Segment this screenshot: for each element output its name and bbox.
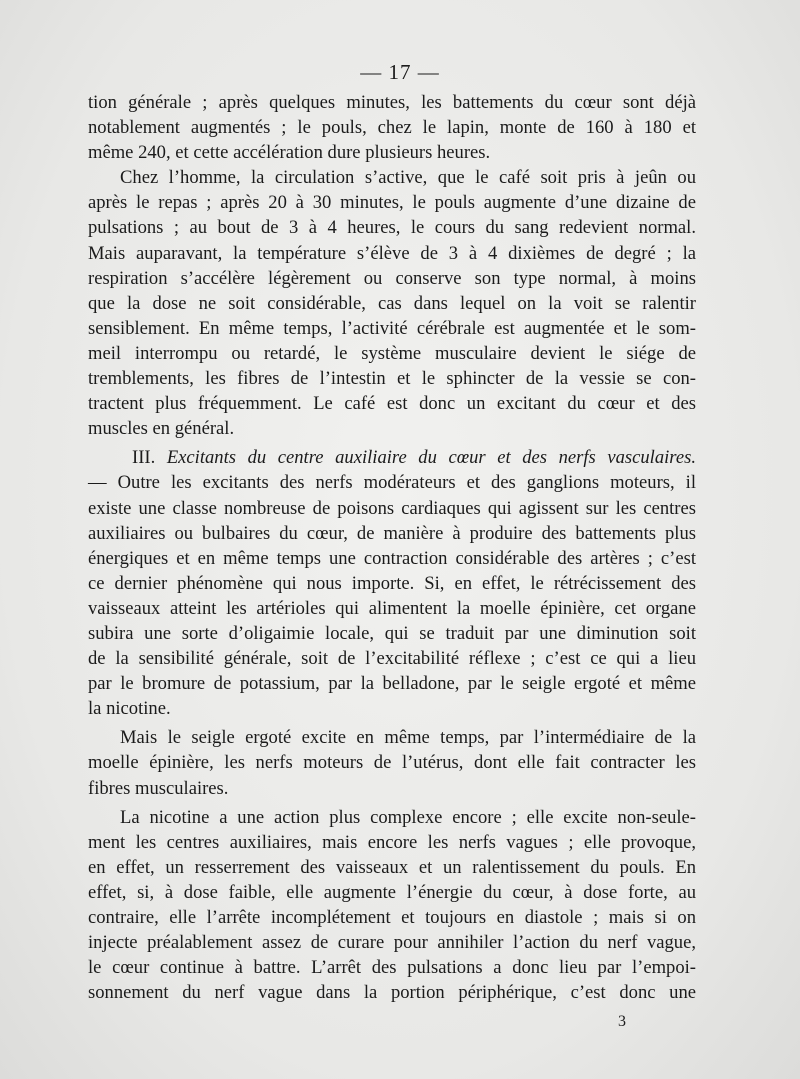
text-line: ment les centres auxiliaires, mais encore les nerfs vagues ; elle provoque, bbox=[88, 831, 696, 853]
text-line: sonnement du nerf vague dans la portion périphérique, c’est donc une bbox=[88, 982, 696, 1004]
text-line: la nicotine. bbox=[88, 698, 171, 720]
text-line: injecte préalablement assez de curare pour annihiler l’action du nerf vague, bbox=[88, 932, 696, 954]
text-line: le cœur continue à battre. L’arrêt des pulsations a donc lieu par l’empoi- bbox=[88, 957, 696, 979]
text-line: par le bromure de potassium, par la belladone, par le seigle ergoté et même bbox=[88, 673, 696, 695]
text-line: auxiliaires ou bulbaires du cœur, de manière à produire des battements plus bbox=[88, 522, 696, 544]
paragraph-1 bbox=[88, 90, 696, 165]
section-number: III. bbox=[132, 447, 167, 469]
text-line: pulsations ; au bout de 3 à 4 heures, le cours du sang redevient normal. bbox=[88, 217, 696, 239]
text-line: effet, si, à dose faible, elle augmente l’énergie du cœur, à dose forte, au bbox=[88, 881, 696, 903]
paragraph-5 bbox=[88, 805, 696, 1006]
text-line: tractent plus fréquemment. Le café est donc un excitant du cœur et des bbox=[88, 393, 696, 415]
text-line: même 240, et cette accélération dure plusieurs heures. bbox=[88, 142, 491, 164]
text-line: Mais auparavant, la température s’élève de 3 à 4 dixièmes de degré ; la bbox=[88, 242, 696, 264]
text-line: notablement augmentés ; le pouls, chez le lapin, monte de 160 à 180 et bbox=[88, 117, 696, 139]
text-line: tremblements, les fibres de l’intestin et le sphincter de la vessie se con- bbox=[88, 368, 696, 390]
text-line: Mais le seigle ergoté excite en même temps, par l’intermédiaire de la bbox=[120, 727, 696, 749]
text-line: meil interrompu ou retardé, le système musculaire devient le siége de bbox=[88, 342, 696, 364]
text-line: moelle épinière, les nerfs moteurs de l’utérus, dont elle fait contracter les bbox=[88, 752, 696, 774]
text-line: après le repas ; après 20 à 30 minutes, le pouls augmente d’une dizaine de bbox=[88, 192, 696, 214]
body-text bbox=[88, 90, 696, 1005]
text-line: fibres musculaires. bbox=[88, 777, 229, 799]
paragraph-4 bbox=[88, 725, 696, 800]
section-heading bbox=[88, 445, 696, 470]
printer-signature-mark: 3 bbox=[618, 1013, 626, 1030]
text-line: ce dernier phénomène qui nous importe. Si, en effet, le rétrécissement des bbox=[88, 572, 696, 594]
text-line: existe une classe nombreuse de poisons cardiaques qui agissent sur les centres bbox=[88, 497, 696, 519]
text-line: — Outre les excitants des nerfs modérateurs et des ganglions moteurs, il bbox=[88, 472, 696, 494]
text-line: que la dose ne soit considérable, cas dans lequel on la voit se ralentir bbox=[88, 292, 696, 314]
text-line: contraire, elle l’arrête incomplétement et toujours en diastole ; mais si on bbox=[88, 907, 696, 928]
section-iii bbox=[88, 445, 696, 721]
text-line: respiration s’accélère légèrement ou conserve son type normal, à moins bbox=[88, 267, 696, 289]
text-line: vaisseaux atteint les artérioles qui alimentent la moelle épinière, cet organe bbox=[88, 597, 696, 619]
text-line: muscles en général. bbox=[88, 418, 235, 440]
text-line: énergiques et en même temps une contraction considérable des artères ; c’est bbox=[88, 547, 696, 569]
page-number: — 17 — bbox=[360, 60, 440, 84]
paragraph-2 bbox=[88, 165, 696, 441]
text-line: sensiblement. En même temps, l’activité cérébrale est augmentée et le som- bbox=[88, 317, 696, 339]
text-line: La nicotine a une action plus complexe encore ; elle excite non-seule- bbox=[120, 806, 696, 828]
text-line: subira une sorte d’oligaimie locale, qui se traduit par une diminution soit bbox=[88, 622, 696, 644]
section-title: Excitants du centre auxiliaire du cœur et des nerfs vasculaires. bbox=[166, 447, 696, 469]
text-line: Chez l’homme, la circulation s’active, que le café soit pris à jeûn ou bbox=[120, 167, 696, 189]
text-line: tion générale ; après quelques minutes, les battements du cœur sont déjà bbox=[88, 92, 696, 113]
text-line: en effet, un resserrement des vaisseaux et un ralentissement du pouls. En bbox=[88, 856, 696, 878]
text-line: de la sensibilité générale, soit de l’excitabilité réflexe ; c’est ce qui a lieu bbox=[88, 648, 696, 670]
